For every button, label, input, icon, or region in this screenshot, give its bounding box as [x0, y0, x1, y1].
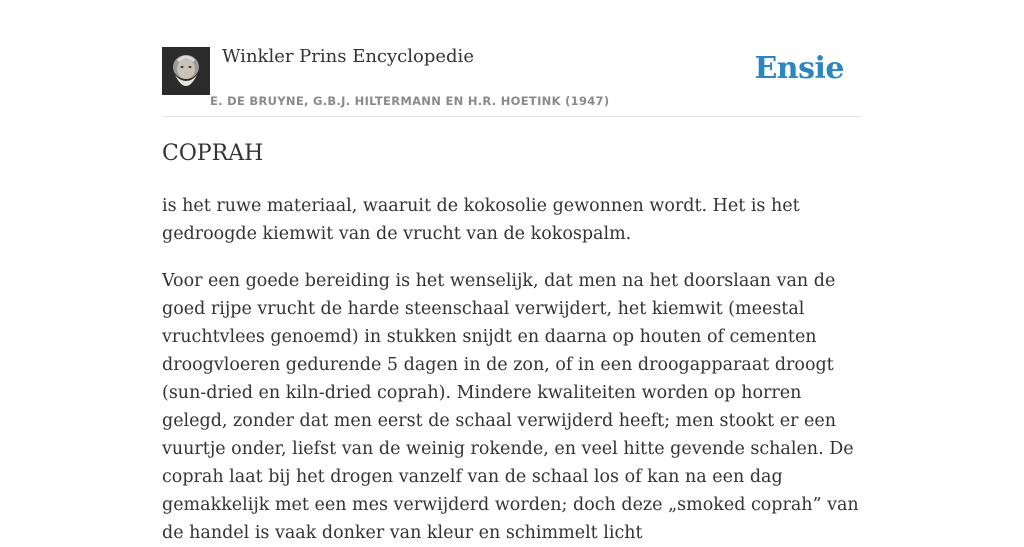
- source-authors: E. DE BRUYNE, G.B.J. HILTERMANN EN H.R. HOETINK (1947): [210, 94, 610, 108]
- entry-title: COPRAH: [162, 141, 264, 166]
- author-avatar[interactable]: [162, 47, 210, 95]
- source-header: [162, 0, 862, 117]
- ensie-logo[interactable]: Ensie: [754, 51, 844, 86]
- portrait-icon: [162, 47, 210, 95]
- entry-paragraph: Voor een goede bereiding is het wenselijk, dat men na het doorslaan van de goed rijpe vrucht de harde steenschaal verwijdert, het kiemwit (meestal vruchtvlees genoemd) in stukken snijdt en daarna op houten of cementen droogvloeren gedurende 5 dagen in de zon, of in een droogapparaat droogt (sun-dried en kiln-dried coprah). Mindere kwaliteiten worden op horren gelegd, zonder dat men eerst de schaal verwijderd heeft; men stookt er een vuurtje onder, liefst van de weinig rokende, en veel hitte gevende schalen. De coprah laat bij het drogen vanzelf van de schaal los of kan na een dag gemakkelijk met een mes verwijderd worden; doch deze „smoked coprah” van de handel is vaak donker van kleur en schimmelt licht: [162, 271, 859, 543]
- entry-paragraph: is het ruwe materiaal, waaruit de kokosolie gewonnen wordt. Het is het gedroogde kiemwit van de vrucht van de kokospalm.: [162, 196, 800, 244]
- source-title[interactable]: Winkler Prins Encyclopedie: [222, 46, 474, 67]
- page-container: [162, 0, 862, 543]
